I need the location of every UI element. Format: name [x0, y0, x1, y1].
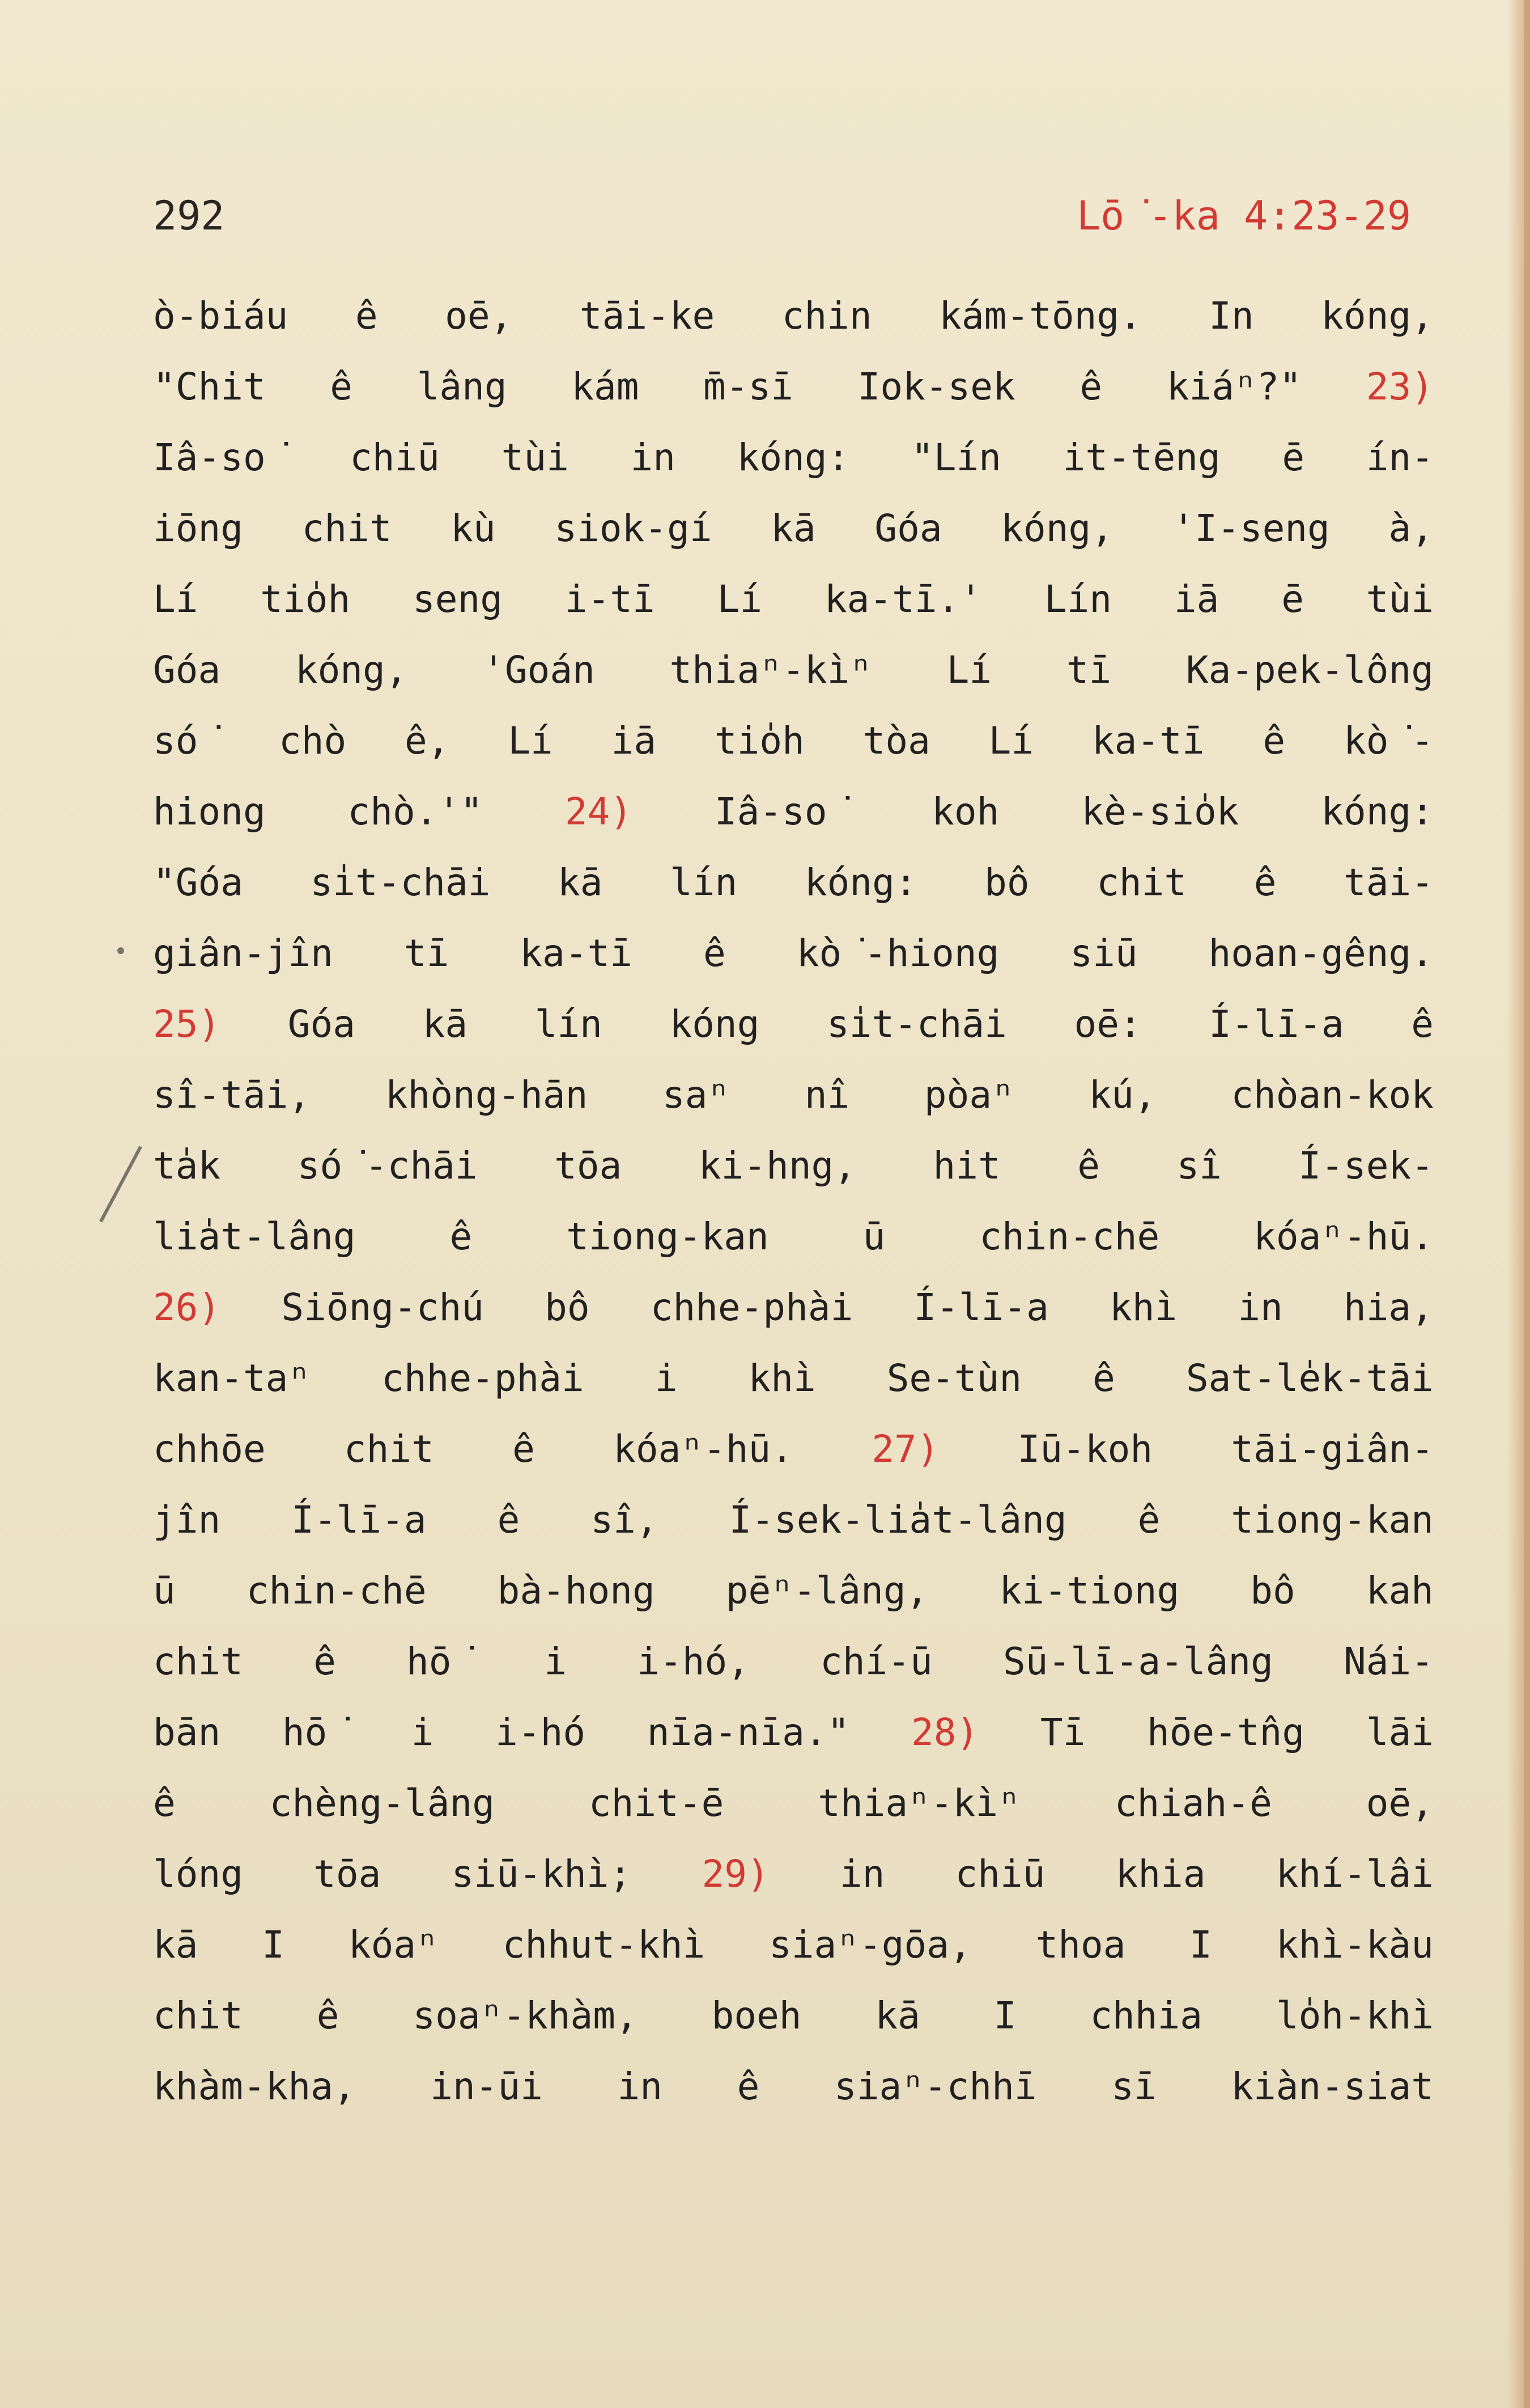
- word: chit: [153, 1640, 243, 1683]
- word: ê: [1080, 365, 1103, 409]
- word: kā: [153, 1923, 198, 1967]
- word: hiong: [153, 790, 266, 833]
- word: chhōe: [153, 1427, 266, 1471]
- word: si̍t-chāi: [826, 1002, 1007, 1046]
- word: ē: [1282, 436, 1305, 479]
- word: i-hó: [495, 1711, 586, 1754]
- word: i-tī: [564, 577, 655, 621]
- word: hōe-tn̂g: [1146, 1711, 1305, 1754]
- word: Í-lī-a: [1209, 1002, 1344, 1046]
- word: chit: [1096, 861, 1187, 904]
- word: it-tēng: [1062, 436, 1221, 479]
- word: sî-tāi,: [153, 1073, 311, 1117]
- word: Lí: [508, 719, 553, 763]
- word: thiaⁿ-kìⁿ: [669, 648, 873, 692]
- text-line: [153, 2051, 1434, 2122]
- word: ín-: [1366, 436, 1434, 479]
- word: chhia: [1090, 1994, 1202, 2037]
- text-line: [153, 918, 1434, 989]
- word: ê: [355, 294, 378, 338]
- word: hit: [933, 1144, 1001, 1188]
- word: ê: [1093, 1356, 1115, 1400]
- word: só͘: [153, 719, 221, 763]
- word: in-ūi: [430, 2065, 543, 2108]
- word: boeh: [711, 1994, 802, 2037]
- word: saⁿ: [662, 1073, 730, 1117]
- word: ē: [1281, 577, 1304, 621]
- word: lín: [534, 1002, 602, 1046]
- text-line: [153, 989, 1434, 1060]
- word: kā: [771, 507, 816, 550]
- word: chin-chē: [979, 1215, 1160, 1258]
- word: 'I-seng: [1172, 507, 1330, 550]
- word: ka-tī: [520, 931, 633, 975]
- word: i: [654, 1356, 678, 1400]
- word: chin-chē: [246, 1569, 427, 1613]
- word: ê: [313, 1640, 336, 1683]
- word: ê: [153, 1781, 176, 1825]
- word: bô: [1250, 1569, 1295, 1613]
- word: kú,: [1089, 1073, 1157, 1117]
- word: kā: [875, 1994, 920, 2037]
- word: chí-ū: [820, 1640, 933, 1683]
- text-line: [153, 705, 1434, 776]
- text-line: [153, 1839, 1434, 1909]
- word: chit: [301, 507, 392, 550]
- word: khia: [1115, 1852, 1206, 1896]
- word: kóaⁿ-hū.: [613, 1427, 793, 1471]
- text-line: [153, 847, 1434, 918]
- text-line: [153, 1909, 1434, 1980]
- text-line: [153, 422, 1434, 493]
- word: só͘-chāi: [297, 1144, 478, 1188]
- word: chò: [279, 719, 347, 763]
- text-line: [153, 635, 1434, 705]
- word: ê: [1411, 1002, 1434, 1046]
- word: kóng,: [1001, 507, 1114, 550]
- word: lóng: [153, 1852, 243, 1896]
- word: oē,: [445, 294, 513, 338]
- word: ê: [497, 1498, 520, 1542]
- word: kóng:: [804, 861, 917, 904]
- word: kóng,: [295, 648, 408, 692]
- verse-number: 29): [702, 1852, 770, 1896]
- word: ki-hng,: [698, 1144, 857, 1188]
- word: si̍t-chāi: [310, 861, 491, 904]
- word: Í-lī-a: [291, 1498, 427, 1542]
- word: thoa: [1035, 1923, 1126, 1967]
- word: "Chit: [153, 365, 266, 409]
- word: ê: [1253, 861, 1277, 904]
- word: Lín: [1044, 577, 1112, 621]
- word: in: [617, 2065, 663, 2108]
- word: kan-taⁿ: [153, 1356, 311, 1400]
- word: sī: [1111, 2065, 1157, 2108]
- verse-number: 27): [872, 1427, 940, 1471]
- word: bà-hong: [497, 1569, 655, 1613]
- word: giân-jîn: [153, 931, 333, 975]
- text-line: [153, 1626, 1434, 1697]
- word: chiū: [350, 436, 440, 479]
- word: Góa: [153, 648, 221, 692]
- word: lín: [670, 861, 738, 904]
- word: khàm-kha,: [153, 2065, 356, 2108]
- text-line: [153, 280, 1434, 351]
- word: tī: [403, 931, 449, 975]
- word: I: [1189, 1923, 1213, 1967]
- word: khì-kàu: [1276, 1923, 1434, 1967]
- word: iā: [611, 719, 657, 763]
- word: chòan-kok: [1231, 1073, 1434, 1117]
- verse-number: 26): [153, 1286, 221, 1329]
- page-edge-shadow: [1507, 0, 1524, 2408]
- word: 'Goán: [482, 648, 595, 692]
- word: ê: [703, 931, 726, 975]
- word: chhe-phài: [381, 1356, 584, 1400]
- page-header: [153, 193, 1411, 244]
- word: kóng:: [1321, 790, 1434, 833]
- word: kám-tōng.: [939, 294, 1142, 338]
- word: Í-sek-lia̍t-lâng: [729, 1498, 1067, 1542]
- word: ê: [512, 1427, 535, 1471]
- word: Lí: [153, 577, 198, 621]
- word: I: [262, 1923, 285, 1967]
- word: tio̍h: [714, 719, 805, 763]
- word: lo̍h-khì: [1276, 1994, 1434, 2037]
- word: kóaⁿ-hū.: [1253, 1215, 1434, 1258]
- word: pēⁿ-lâng,: [725, 1569, 929, 1613]
- word: ū: [153, 1569, 176, 1613]
- word: thiaⁿ-kìⁿ: [818, 1781, 1021, 1825]
- word: tāi-: [1344, 861, 1434, 904]
- word: kóng: [669, 1002, 760, 1046]
- word: kò͘-hiong: [796, 931, 1000, 975]
- text-line: [153, 493, 1434, 564]
- word: kù: [450, 507, 496, 550]
- word: ê: [1263, 719, 1286, 763]
- word: i: [411, 1711, 434, 1754]
- word: tùi: [501, 436, 569, 479]
- word: lâng: [416, 365, 507, 409]
- word: lia̍t-lâng: [153, 1215, 356, 1258]
- word: i-hó,: [637, 1640, 750, 1683]
- word: m̄-sī: [703, 365, 793, 409]
- word: ū: [862, 1215, 886, 1258]
- word: ê: [1077, 1144, 1100, 1188]
- word: kiàn-siat: [1231, 2065, 1434, 2108]
- text-line: [153, 1555, 1434, 1626]
- word: i: [544, 1640, 567, 1683]
- word: Iū-koh: [1017, 1427, 1153, 1471]
- word: chin: [781, 294, 872, 338]
- word: Lí: [946, 648, 992, 692]
- word: kò͘-: [1343, 719, 1434, 763]
- word: nīa-nīa.": [647, 1711, 850, 1754]
- word: jîn: [153, 1498, 221, 1542]
- word: Sat-le̍k-tāi: [1185, 1356, 1434, 1400]
- word: lāi: [1366, 1711, 1434, 1754]
- word: tāi-ke: [579, 294, 715, 338]
- word: chiah-ê: [1114, 1781, 1272, 1825]
- word: ê: [449, 1215, 473, 1258]
- verse-number: 24): [564, 790, 633, 833]
- word: pòaⁿ: [924, 1073, 1014, 1117]
- word: "Góa: [153, 861, 243, 904]
- word: hō͘: [406, 1640, 474, 1683]
- word: kóng:: [737, 436, 850, 479]
- word: iōng: [153, 507, 243, 550]
- word: chit: [343, 1427, 434, 1471]
- word: Siōng-chú: [281, 1286, 484, 1329]
- scripture-text: [153, 280, 1434, 2122]
- word: chò.'": [347, 790, 483, 833]
- word: "Lín: [911, 436, 1001, 479]
- word: hō͘: [282, 1711, 350, 1754]
- verse-number: 28): [911, 1711, 979, 1754]
- word: sî,: [590, 1498, 658, 1542]
- word: tiong-kan: [1231, 1498, 1434, 1542]
- word: nî: [804, 1073, 850, 1117]
- text-line: [153, 1484, 1434, 1555]
- word: ê: [1137, 1498, 1161, 1542]
- word: bô: [545, 1286, 590, 1329]
- word: siok-gí: [554, 507, 712, 550]
- text-line: [153, 564, 1434, 635]
- word: siaⁿ-chhī: [834, 2065, 1037, 2108]
- word: ê: [737, 2065, 760, 2108]
- word: chhut-khì: [502, 1923, 706, 1967]
- word: seng: [413, 577, 503, 621]
- word: Se-tùn: [886, 1356, 1022, 1400]
- word: in: [839, 1852, 885, 1896]
- word: chiū: [955, 1852, 1046, 1896]
- word: tio̍h: [260, 577, 351, 621]
- margin-pencil-mark: [99, 1146, 142, 1222]
- word: khì: [748, 1356, 816, 1400]
- margin-dot-mark: [117, 947, 124, 954]
- word: kóng,: [1321, 294, 1434, 338]
- word: sî: [1176, 1144, 1222, 1188]
- word: Ka-pek-lông: [1185, 648, 1434, 692]
- word: Í-lī-a: [913, 1286, 1049, 1329]
- word: ê: [316, 1994, 339, 2037]
- word: chhe-phài: [650, 1286, 853, 1329]
- word: hia,: [1343, 1286, 1434, 1329]
- word: In: [1209, 294, 1254, 338]
- text-line: [153, 776, 1434, 847]
- word: ê,: [405, 719, 450, 763]
- word: kiáⁿ?": [1166, 365, 1302, 409]
- word: kám: [571, 365, 639, 409]
- word: ta̍k: [153, 1144, 221, 1188]
- text-line: [153, 1343, 1434, 1414]
- word: tī: [1066, 648, 1112, 692]
- text-line: [153, 1697, 1434, 1768]
- word: oē,: [1366, 1781, 1434, 1825]
- word: chit: [153, 1994, 243, 2037]
- text-line: [153, 1272, 1434, 1343]
- word: I: [993, 1994, 1017, 2037]
- word: bān: [153, 1711, 221, 1754]
- word: Iâ-so͘: [153, 436, 288, 479]
- word: Góa: [874, 507, 942, 550]
- word: khí-lâi: [1276, 1852, 1434, 1896]
- text-line: [153, 1130, 1434, 1201]
- word: chèng-lâng: [269, 1781, 495, 1825]
- word: khì: [1110, 1286, 1178, 1329]
- text-line: [153, 1060, 1434, 1130]
- text-line: [153, 1201, 1434, 1272]
- word: tùi: [1366, 577, 1434, 621]
- word: ka-tī.': [824, 577, 983, 621]
- word: Iâ-so͘: [714, 790, 850, 833]
- word: Nái-: [1343, 1640, 1434, 1683]
- word: Sū-lī-a-lâng: [1002, 1640, 1273, 1683]
- word: chit-ē: [588, 1781, 724, 1825]
- word: siū-khì;: [451, 1852, 632, 1896]
- text-line: [153, 351, 1434, 422]
- word: kóaⁿ: [348, 1923, 439, 1967]
- page-number: 292: [153, 193, 225, 239]
- word: tōa: [313, 1852, 381, 1896]
- word: ka-tī: [1091, 719, 1205, 763]
- word: bô: [984, 861, 1030, 904]
- word: in: [1238, 1286, 1283, 1329]
- word: à,: [1388, 507, 1434, 550]
- text-line: [153, 1414, 1434, 1484]
- word: khòng-hān: [385, 1073, 588, 1117]
- word: kè-sio̍k: [1081, 790, 1239, 833]
- verse-number: 25): [153, 1002, 221, 1046]
- word: Lí: [717, 577, 763, 621]
- word: Tī: [1040, 1711, 1086, 1754]
- word: koh: [932, 790, 1000, 833]
- word: siū: [1070, 931, 1138, 975]
- word: oē:: [1074, 1002, 1142, 1046]
- word: tòa: [862, 719, 930, 763]
- word: in: [630, 436, 675, 479]
- word: ò-biáu: [153, 294, 288, 338]
- word: Góa: [287, 1002, 356, 1046]
- word: ê: [330, 365, 353, 409]
- word: kā: [422, 1002, 468, 1046]
- word: tōa: [554, 1144, 622, 1188]
- verse-number: 23): [1366, 365, 1434, 409]
- word: hoan-gêng.: [1208, 931, 1434, 975]
- text-line: [153, 1980, 1434, 2051]
- text-line: [153, 1768, 1434, 1839]
- word: tāi-giân-: [1231, 1427, 1434, 1471]
- word: soaⁿ-khàm,: [413, 1994, 638, 2037]
- word: ki-tiong: [999, 1569, 1180, 1613]
- word: Í-sek-: [1298, 1144, 1434, 1188]
- word: tiong-kan: [566, 1215, 769, 1258]
- running-head: Lō͘-ka 4:23-29: [1076, 193, 1411, 239]
- word: kā: [558, 861, 603, 904]
- word: iā: [1174, 577, 1219, 621]
- word: siaⁿ-gōa,: [769, 1923, 972, 1967]
- word: Iok-sek: [857, 365, 1015, 409]
- word: Lí: [988, 719, 1034, 763]
- word: kah: [1366, 1569, 1434, 1613]
